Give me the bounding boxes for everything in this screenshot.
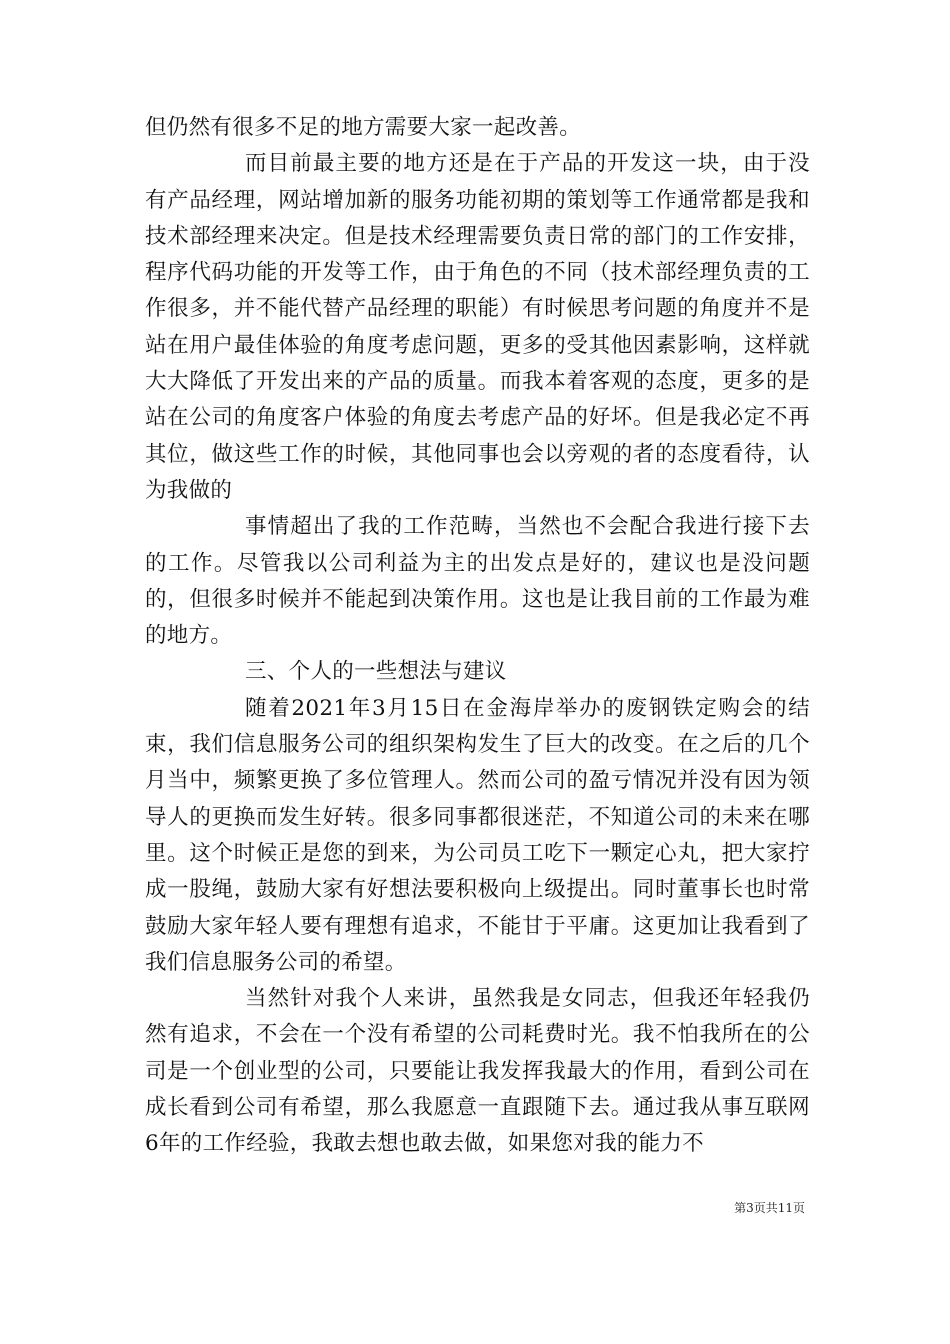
paragraph-product-development: 而目前最主要的地方还是在于产品的开发这一块，由于没有产品经理，网站增加新的服务功能初期的策划等工作通常都是我和技术部经理来决定。但是技术经理需要负责日常的部门的工作安排，程序代码功能的开发等工作，由于角色的不同（技术部经理负责的工作很多，并不能代替产品经理的职能）有时候思考问题的角度并不是站在用户最佳体验的角度考虑问题，更多的受其他因素影响，这样就大大降低了开发出来的产品的质量。而我本着客观的态度，更多的是站在公司的角度客户体验的角度去考虑产品的好坏。但是我必定不再其位，做这些工作的时候，其他同事也会以旁观的者的态度看待，认为我做的 [145,151,810,503]
document-body [145,110,810,1163]
page-number: 第3页共11页 [734,1201,805,1215]
paragraph-work-scope: 事情超出了我的工作范畴，当然也不会配合我进行接下去的工作。尽管我以公司利益为主的出发点是好的，建议也是没问题的，但很多时候并不能起到决策作用。这也是让我目前的工作最为难的地方。 [145,514,810,649]
paragraph-continuation: 但仍然有很多不足的地方需要大家一起改善。 [145,115,582,140]
section-heading-suggestions: 三、个人的一些想法与建议 [245,659,507,685]
paragraph-company-change: 随着2021年3月15日在金海岸举办的废钢铁定购会的结束，我们信息服务公司的组织架构发生了巨大的改变。在之后的几个月当中，频繁更换了多位管理人。然而公司的盈亏情况并没有因为领导人的更换而发生好转。很多同事都很迷茫，不知道公司的未来在哪里。这个时候正是您的到来，为公司员工吃下一颗定心丸，把大家拧成一股绳，鼓励大家有好想法要积极向上级提出。同时董事长也时常鼓励大家年轻人要有理想有追求，不能甘于平庸。这更加让我看到了我们信息服务公司的希望。 [145,695,810,975]
paragraph-personal-goals: 当然针对我个人来讲，虽然我是女同志，但我还年轻我仍然有追求，不会在一个没有希望的公司耗费时光。我不怕我所在的公司是一个创业型的公司，只要能让我发挥我最大的作用，看到公司在成长看到公司有希望，那么我愿意一直跟随下去。通过我从事互联网6年的工作经验，我敢去想也敢去做，如果您对我的能力不 [145,986,810,1157]
